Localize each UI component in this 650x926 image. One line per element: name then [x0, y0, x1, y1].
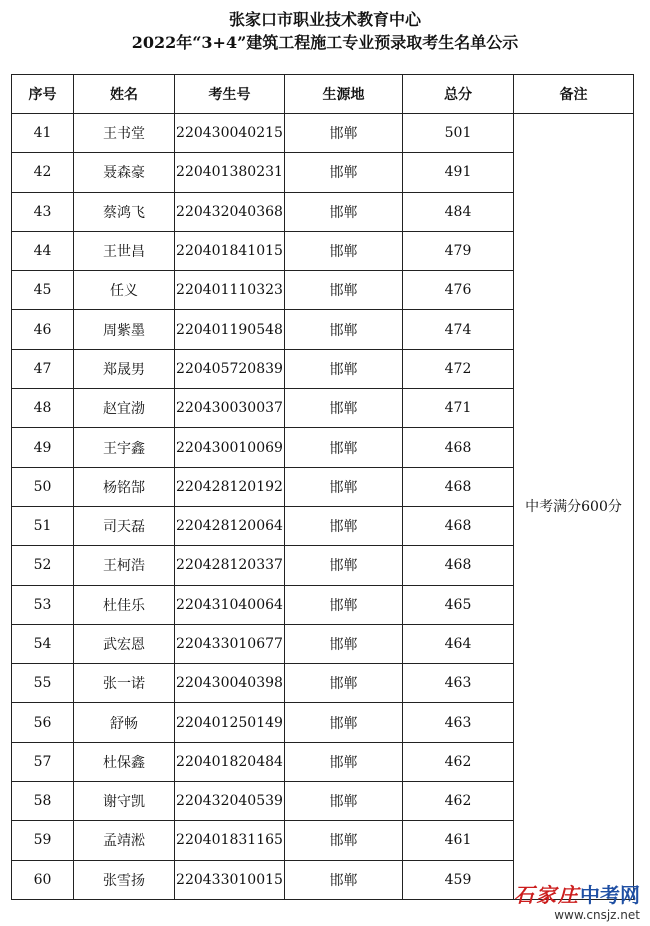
- cell-no: 43: [12, 192, 74, 231]
- cell-score: 462: [403, 782, 514, 821]
- cell-candidate-id: 220401250149: [175, 703, 285, 742]
- cell-origin: 邯郸: [285, 310, 403, 349]
- cell-candidate-id: 220428120337: [175, 546, 285, 585]
- header-name: 姓名: [74, 75, 175, 114]
- cell-name: 张一诺: [74, 664, 175, 703]
- cell-score: 474: [403, 310, 514, 349]
- table-header-row: [12, 75, 634, 114]
- cell-name: 张雪扬: [74, 860, 175, 899]
- cell-name: 王柯浩: [74, 546, 175, 585]
- cell-candidate-id: 220433010015: [175, 860, 285, 899]
- cell-name: 郑晟男: [74, 349, 175, 388]
- cell-origin: 邯郸: [285, 153, 403, 192]
- cell-candidate-id: 220401841015: [175, 231, 285, 270]
- cell-name: 谢守凯: [74, 782, 175, 821]
- cell-name: 王书堂: [74, 114, 175, 153]
- cell-candidate-id: 220433010677: [175, 624, 285, 663]
- cell-score: 464: [403, 624, 514, 663]
- header-candidate-id: 考生号: [175, 75, 285, 114]
- cell-name: 孟靖淞: [74, 821, 175, 860]
- cell-candidate-id: 220432040368: [175, 192, 285, 231]
- cell-no: 45: [12, 271, 74, 310]
- cell-score: 468: [403, 428, 514, 467]
- cell-score: 476: [403, 271, 514, 310]
- cell-score: 484: [403, 192, 514, 231]
- header-origin: 生源地: [285, 75, 403, 114]
- cell-candidate-id: 220428120192: [175, 467, 285, 506]
- cell-origin: 邯郸: [285, 742, 403, 781]
- cell-no: 60: [12, 860, 74, 899]
- cell-origin: 邯郸: [285, 349, 403, 388]
- cell-name: 舒畅: [74, 703, 175, 742]
- cell-candidate-id: 220430040215: [175, 114, 285, 153]
- watermark-logo-suffix: 中考网: [580, 883, 640, 907]
- header-score: 总分: [403, 75, 514, 114]
- cell-no: 59: [12, 821, 74, 860]
- cell-origin: 邯郸: [285, 467, 403, 506]
- cell-score: 468: [403, 546, 514, 585]
- admission-table: [11, 74, 634, 900]
- cell-score: 468: [403, 506, 514, 545]
- cell-no: 55: [12, 664, 74, 703]
- cell-origin: 邯郸: [285, 821, 403, 860]
- cell-no: 50: [12, 467, 74, 506]
- document-title: 张家口市职业技术教育中心: [228, 10, 421, 29]
- cell-candidate-id: 220428120064: [175, 506, 285, 545]
- cell-name: 司天磊: [74, 506, 175, 545]
- header-remark: 备注: [514, 75, 634, 114]
- cell-origin: 邯郸: [285, 506, 403, 545]
- cell-score: 468: [403, 467, 514, 506]
- cell-candidate-id: 220430040398: [175, 664, 285, 703]
- cell-origin: 邯郸: [285, 192, 403, 231]
- cell-name: 聂森豪: [74, 153, 175, 192]
- cell-origin: 邯郸: [285, 782, 403, 821]
- watermark-url: www.cnsjz.net: [554, 908, 640, 922]
- cell-no: 46: [12, 310, 74, 349]
- cell-no: 57: [12, 742, 74, 781]
- cell-name: 杜佳乐: [74, 585, 175, 624]
- cell-no: 48: [12, 389, 74, 428]
- cell-origin: 邯郸: [285, 114, 403, 153]
- cell-no: 44: [12, 231, 74, 270]
- cell-name: 杜保鑫: [74, 742, 175, 781]
- cell-origin: 邯郸: [285, 860, 403, 899]
- cell-no: 42: [12, 153, 74, 192]
- cell-no: 49: [12, 428, 74, 467]
- cell-score: 461: [403, 821, 514, 860]
- cell-origin: 邯郸: [285, 624, 403, 663]
- cell-no: 41: [12, 114, 74, 153]
- cell-origin: 邯郸: [285, 703, 403, 742]
- cell-origin: 邯郸: [285, 428, 403, 467]
- cell-score: 491: [403, 153, 514, 192]
- header-no: 序号: [12, 75, 74, 114]
- cell-no: 54: [12, 624, 74, 663]
- cell-origin: 邯郸: [285, 271, 403, 310]
- cell-no: 53: [12, 585, 74, 624]
- watermark-logo: 石家庄: [514, 883, 580, 907]
- cell-candidate-id: 220401380231: [175, 153, 285, 192]
- cell-candidate-id: 220430010069: [175, 428, 285, 467]
- site-watermark: [514, 879, 640, 922]
- document-subtitle: 2022年“3+4”建筑工程施工专业预录取考生名单公示: [131, 33, 519, 52]
- cell-candidate-id: 220401820484: [175, 742, 285, 781]
- cell-no: 58: [12, 782, 74, 821]
- cell-name: 蔡鸿飞: [74, 192, 175, 231]
- cell-remark: 中考满分600分: [514, 114, 634, 900]
- cell-name: 武宏恩: [74, 624, 175, 663]
- cell-no: 56: [12, 703, 74, 742]
- cell-no: 52: [12, 546, 74, 585]
- cell-candidate-id: 220431040064: [175, 585, 285, 624]
- cell-score: 465: [403, 585, 514, 624]
- cell-score: 479: [403, 231, 514, 270]
- cell-name: 赵宜渤: [74, 389, 175, 428]
- cell-origin: 邯郸: [285, 231, 403, 270]
- table-row: [12, 114, 634, 153]
- cell-score: 463: [403, 703, 514, 742]
- cell-origin: 邯郸: [285, 389, 403, 428]
- cell-score: 472: [403, 349, 514, 388]
- cell-candidate-id: 220401110323: [175, 271, 285, 310]
- cell-score: 463: [403, 664, 514, 703]
- cell-name: 王宇鑫: [74, 428, 175, 467]
- cell-candidate-id: 220432040539: [175, 782, 285, 821]
- cell-name: 杨铭郜: [74, 467, 175, 506]
- cell-name: 周紫墨: [74, 310, 175, 349]
- cell-score: 459: [403, 860, 514, 899]
- cell-no: 51: [12, 506, 74, 545]
- cell-candidate-id: 220405720839: [175, 349, 285, 388]
- cell-candidate-id: 220401831165: [175, 821, 285, 860]
- cell-score: 471: [403, 389, 514, 428]
- cell-score: 462: [403, 742, 514, 781]
- cell-candidate-id: 220430030037: [175, 389, 285, 428]
- cell-candidate-id: 220401190548: [175, 310, 285, 349]
- cell-name: 王世昌: [74, 231, 175, 270]
- cell-origin: 邯郸: [285, 546, 403, 585]
- cell-origin: 邯郸: [285, 664, 403, 703]
- cell-origin: 邯郸: [285, 585, 403, 624]
- cell-name: 任义: [74, 271, 175, 310]
- cell-score: 501: [403, 114, 514, 153]
- cell-no: 47: [12, 349, 74, 388]
